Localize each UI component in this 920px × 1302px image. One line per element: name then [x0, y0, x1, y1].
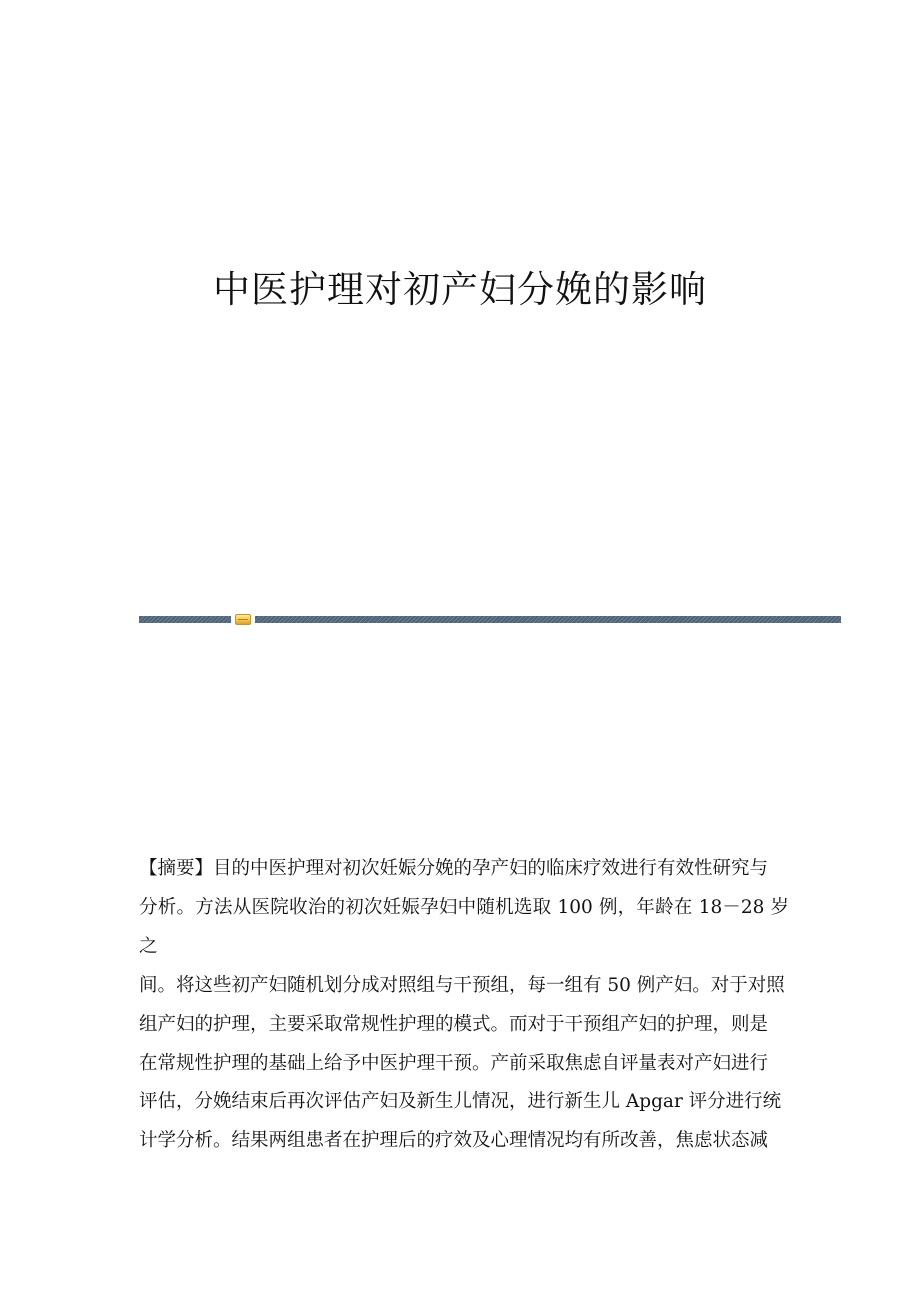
divider-bar-left — [139, 616, 231, 623]
divider-ornament-icon — [235, 614, 251, 625]
document-title: 中医护理对初产妇分娩的影响 — [213, 268, 707, 311]
abstract-line: 在常规性护理的基础上给予中医护理干预。产前采取焦虑自评量表对产妇进行 — [139, 1052, 769, 1074]
abstract-line: 评估，分娩结束后再次评估产妇及新生儿情况，进行新生儿 Apgar 评分进行统 — [139, 1091, 782, 1113]
abstract-paragraph — [139, 850, 789, 1161]
abstract-line: 分析。方法从医院收治的初次妊娠孕妇中随机选取 100 例，年龄在 18－28 岁之 — [139, 896, 789, 957]
abstract-line: 计学分析。结果两组患者在护理后的疗效及心理情况均有所改善，焦虑状态减 — [139, 1130, 769, 1152]
abstract-line: 间。将这些初产妇随机划分成对照组与干预组，每一组有 50 例产妇。对于对照 — [139, 974, 785, 996]
abstract-line: 【摘要】目的中医护理对初次妊娠分娩的孕产妇的临床疗效进行有效性研究与 — [139, 858, 769, 879]
abstract-line: 组产妇的护理，主要采取常规性护理的模式。而对于干预组产妇的护理，则是 — [139, 1013, 769, 1035]
divider-bar-right — [255, 616, 841, 623]
section-divider — [139, 614, 841, 624]
